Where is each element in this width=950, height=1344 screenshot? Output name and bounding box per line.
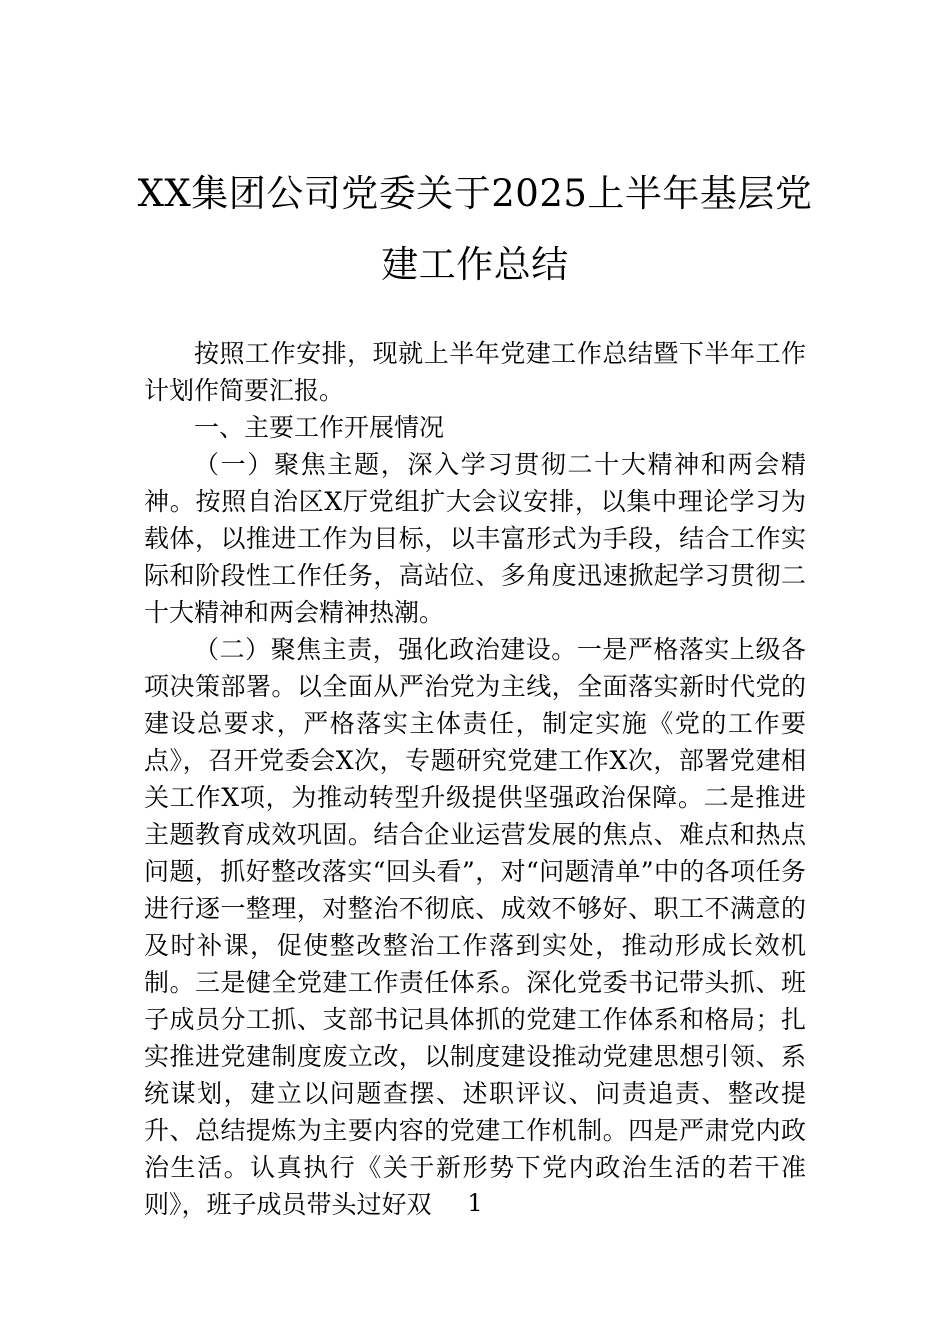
intro-paragraph: 按照工作安排，现就上半年党建工作总结暨下半年工作计划作简要汇报。 (144, 339, 806, 405)
document-body (144, 335, 806, 1223)
section-heading: 一、主要工作开展情况 (194, 413, 445, 442)
subsection-1-paragraph: （一）聚焦主题，深入学习贯彻二十大精神和两会精神。按照自治区X厅党组扩大会议安排，以集中理论学习为载体，以推进工作为目标，以丰富形式为手段，结合工作实际和阶段性工作任务，高站位、多角度迅速掀起学习贯彻二十大精神和两会精神热潮。 (144, 450, 806, 627)
document-title-line-1: XX集团公司党委关于2025上半年基层党 (137, 172, 813, 215)
document-title-line-2: 建工作总结 (381, 243, 569, 286)
subsection-2-paragraph: （二）聚焦主责，强化政治建设。一是严格落实上级各项决策部署。以全面从严治党为主线，全面落实新时代党的建设总要求，严格落实主体责任，制定实施《党的工作要点》，召开党委会X次，专题研究党建工作X次，部署党建相关工作X项，为推动转型升级提供坚强政治保障。二是推进主题教育成效巩固。结合企业运营发展的焦点、难点和热点问题，抓好整改落实“回头看”，对“问题清单”中的各项任务进行逐一整理，对整治不彻底、成效不够好、职工不满意的及时补课，促使整改整治工作落到实处，推动形成长效机制。三是健全党建工作责任体系。深化党委书记带头抓、班子成员分工抓、支部书记具体抓的党建工作体系和格局；扎实推进党建制度废立改，以制度建设推动党建思想引领、系统谋划，建立以问题查摆、述职评议、问责追责、整改提升、总结提炼为主要内容的党建工作机制。四是严肃党内政治生活。认真执行《关于新形势下党内政治生活的若干准则》，班子成员带头过好双 (144, 635, 806, 1219)
page-number: 1 (467, 1189, 483, 1217)
